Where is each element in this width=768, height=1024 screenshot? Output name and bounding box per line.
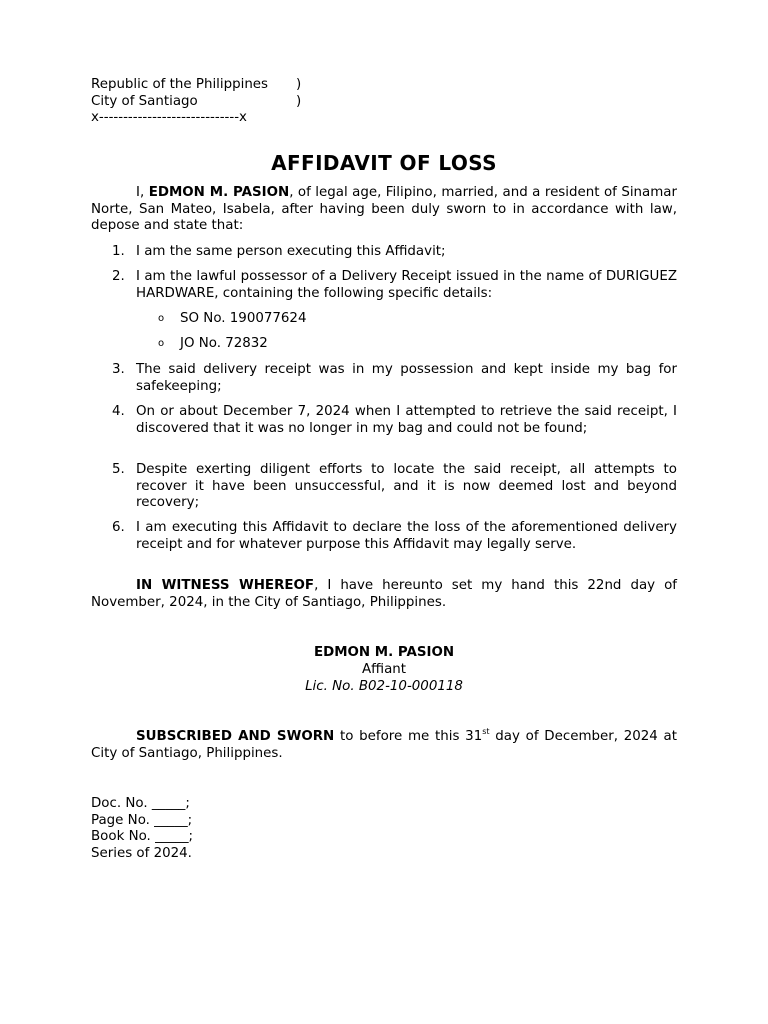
jurat-text-2: day of December, 2024 at City of Santiago, Philippines. xyxy=(91,729,677,761)
page-number: Page No. _____; xyxy=(91,812,193,828)
list-item-text: Despite exerting diligent efforts to locate the said receipt, all attempts to recover it have been unsuccessful, and it is now deemed lost and beyond recovery; xyxy=(136,462,677,511)
witness-text: , I have hereunto set my hand this 22nd day of November, 2024, in the City of Santiago, Philippines. xyxy=(91,578,677,610)
jurat-paragraph xyxy=(91,729,677,762)
jurat-ordinal: st xyxy=(482,727,490,736)
list-item xyxy=(91,404,677,437)
list-item-text: I am the same person executing this Affidavit; xyxy=(136,244,446,259)
detail-item xyxy=(158,311,306,328)
bullet-circle-icon: o xyxy=(158,338,165,349)
intro-paragraph xyxy=(91,185,677,235)
list-item-number: 2. xyxy=(112,269,125,284)
notarial-register xyxy=(91,796,193,863)
affiant-name: EDMON M. PASION xyxy=(148,185,290,200)
list-item-text: The said delivery receipt was in my possession and kept inside my bag for safekeeping; xyxy=(136,362,677,394)
document-title: AFFIDAVIT OF LOSS xyxy=(271,151,497,175)
jurat-text-1: to before me this 31 xyxy=(334,729,483,744)
venue-country: Republic of the Philippines xyxy=(91,77,269,92)
intro-text: , of legal age, Filipino, married, and a resident of Sinamar Norte, San Mateo, Isabela, after having been duly sworn to in accordance with law, depose and state that: xyxy=(91,185,677,234)
doc-number: Doc. No. _____; xyxy=(91,796,190,811)
venue-paren-2: ) xyxy=(296,93,302,109)
venue-paren: ) xyxy=(296,77,302,92)
list-item-number: 1. xyxy=(112,244,125,259)
venue-separator: x-----------------------------x xyxy=(91,110,247,126)
list-item-number: 6. xyxy=(112,520,125,535)
detail-text: JO No. 72832 xyxy=(180,336,268,351)
list-item xyxy=(91,462,677,512)
list-item-text: I am executing this Affidavit to declare the loss of the aforementioned delivery receipt and for whatever purpose this Affidavit may legally serve. xyxy=(136,520,677,552)
witness-lead: IN WITNESS WHEREOF xyxy=(136,578,315,593)
venue-caption xyxy=(91,77,301,127)
list-item xyxy=(91,520,677,553)
bullet-circle-icon: o xyxy=(158,313,165,324)
list-item xyxy=(91,362,677,395)
list-item-text: I am the lawful possessor of a Delivery Receipt issued in the name of DURIGUEZ HARDWARE, containing the following specific details: xyxy=(136,269,677,301)
list-item-number: 3. xyxy=(112,362,125,377)
signatory-role: Affiant xyxy=(361,662,407,677)
signatory-name: EDMON M. PASION xyxy=(313,645,455,660)
venue-country-row xyxy=(91,77,301,94)
list-item-number: 5. xyxy=(112,462,125,477)
list-item xyxy=(91,269,677,302)
list-item-number: 4. xyxy=(112,404,125,419)
intro-lead: I, xyxy=(136,185,145,200)
list-item xyxy=(91,244,677,261)
series-year: Series of 2024. xyxy=(91,846,192,862)
book-number: Book No. _____; xyxy=(91,829,194,845)
detail-item xyxy=(158,336,268,353)
signatory-license: Lic. No. B02-10-000118 xyxy=(305,679,463,694)
witness-paragraph xyxy=(91,578,677,611)
jurat-lead: SUBSCRIBED AND SWORN xyxy=(136,729,335,744)
venue-city-row xyxy=(91,94,301,111)
list-item-text: On or about December 7, 2024 when I attempted to retrieve the said receipt, I discovered that it was no longer in my bag and could not be found; xyxy=(136,404,677,436)
detail-text: SO No. 190077624 xyxy=(180,311,307,326)
venue-city: City of Santiago xyxy=(91,93,198,109)
